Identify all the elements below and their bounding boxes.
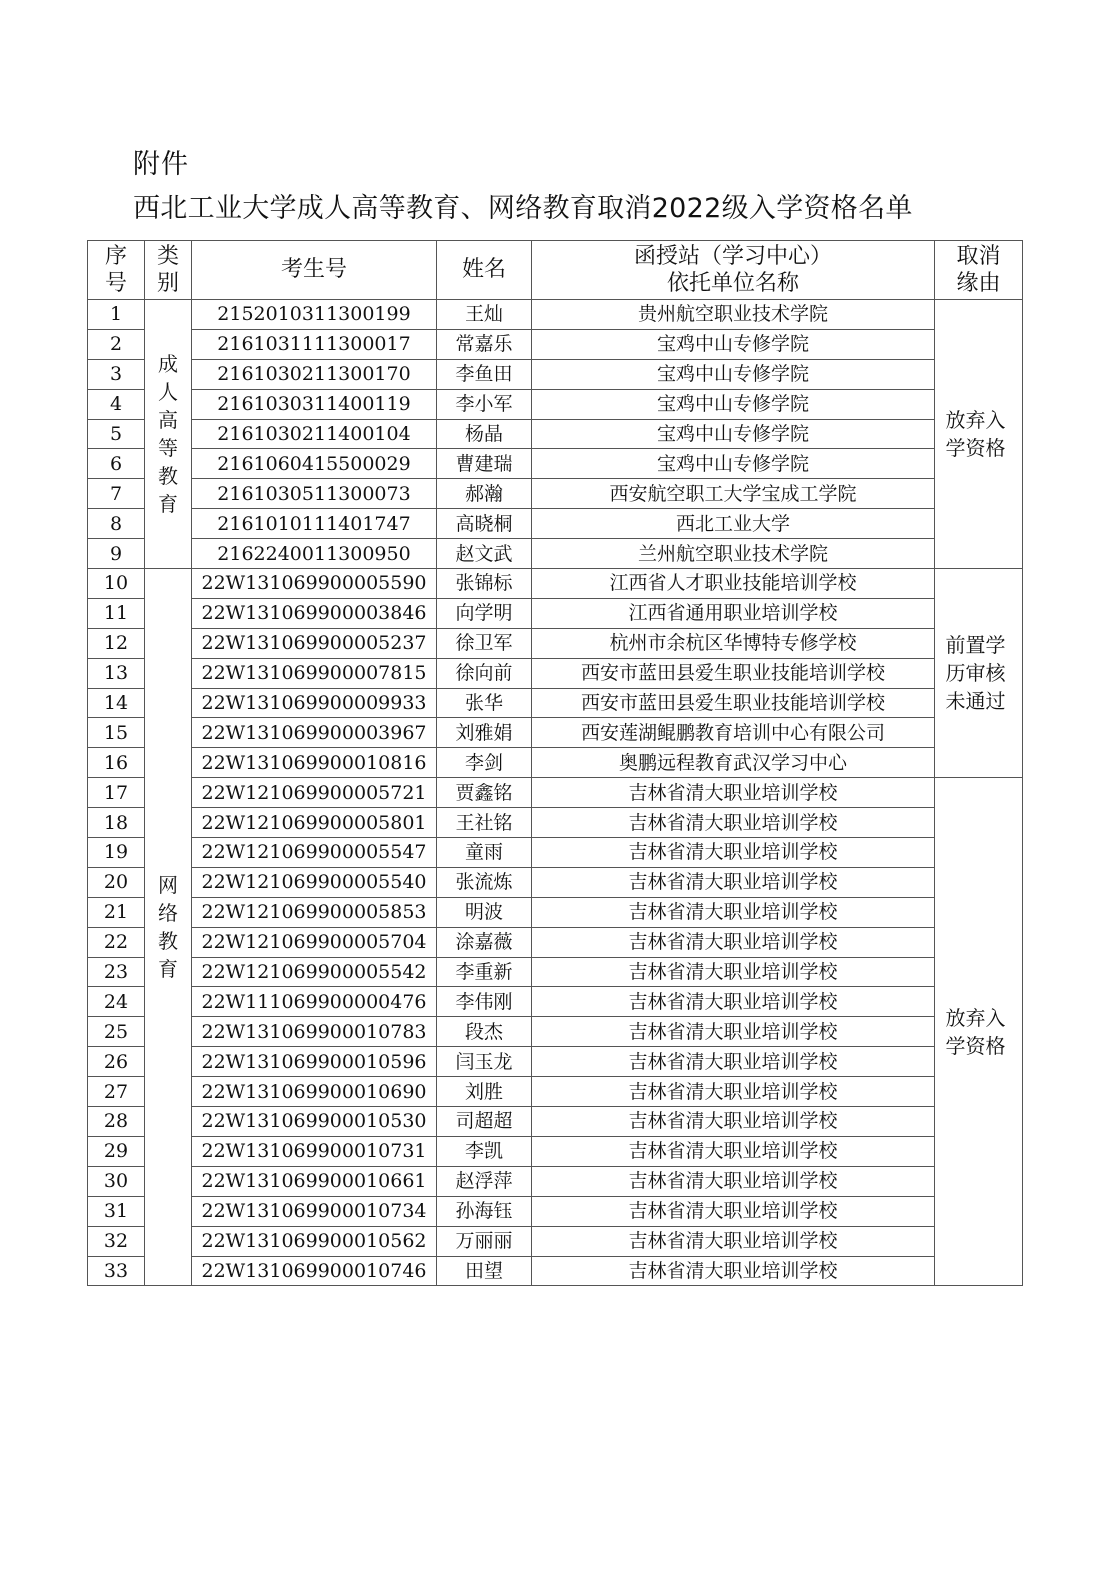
row-station: 吉林省清大职业培训学校: [532, 838, 935, 868]
row-exam-id: 2161060415500029: [192, 449, 437, 479]
row-name: 向学明: [437, 598, 532, 628]
table-row: [88, 838, 1023, 868]
cancellation-list-table: [87, 240, 1023, 1286]
row-seq: 7: [88, 479, 145, 509]
row-name: 贾鑫铭: [437, 778, 532, 808]
row-station: 吉林省清大职业培训学校: [532, 1166, 935, 1196]
row-seq: 19: [88, 838, 145, 868]
row-name: 张华: [437, 688, 532, 718]
row-seq: 3: [88, 359, 145, 389]
row-exam-id: 2162240011300950: [192, 539, 437, 569]
table-row: [88, 1047, 1023, 1077]
row-seq: 12: [88, 628, 145, 658]
table-row: [88, 1017, 1023, 1047]
row-station: 吉林省清大职业培训学校: [532, 778, 935, 808]
row-exam-id: 22W131069900009933: [192, 688, 437, 718]
row-name: 王灿: [437, 300, 532, 330]
row-name: 孙海钰: [437, 1196, 532, 1226]
row-exam-id: 22W131069900010816: [192, 748, 437, 778]
attachment-label: 附件: [133, 149, 189, 180]
category-label: 成人高等教育: [158, 352, 178, 516]
row-exam-id: 22W111069900000476: [192, 987, 437, 1017]
row-seq: 11: [88, 598, 145, 628]
row-station: 吉林省清大职业培训学校: [532, 987, 935, 1017]
table-row: [88, 1077, 1023, 1107]
table-row: [88, 927, 1023, 957]
row-seq: 6: [88, 449, 145, 479]
row-exam-id: 2152010311300199: [192, 300, 437, 330]
row-exam-id: 22W131069900005237: [192, 628, 437, 658]
reason-cell: [935, 778, 1023, 1286]
row-station: 宝鸡中山专修学院: [532, 449, 935, 479]
row-name: 徐卫军: [437, 628, 532, 658]
row-exam-id: 22W131069900010530: [192, 1107, 437, 1137]
row-name: 杨晶: [437, 419, 532, 449]
table-row: [88, 688, 1023, 718]
reason-label: 前置学历审核未通过: [945, 633, 1006, 714]
row-exam-id: 22W131069900007815: [192, 658, 437, 688]
table-row: [88, 359, 1023, 389]
row-exam-id: 22W131069900010731: [192, 1136, 437, 1166]
row-exam-id: 22W131069900005590: [192, 569, 437, 599]
row-name: 明波: [437, 897, 532, 927]
row-name: 万丽丽: [437, 1226, 532, 1256]
table-row: [88, 389, 1023, 419]
row-exam-id: 22W131069900010746: [192, 1256, 437, 1286]
table-row: [88, 569, 1023, 599]
row-name: 赵浮萍: [437, 1166, 532, 1196]
row-exam-id: 2161030311400119: [192, 389, 437, 419]
row-station: 西安市蓝田县爱生职业技能培训学校: [532, 688, 935, 718]
table-row: [88, 748, 1023, 778]
row-seq: 25: [88, 1017, 145, 1047]
table-row: [88, 539, 1023, 569]
table-header-row: [88, 241, 1023, 300]
row-name: 刘胜: [437, 1077, 532, 1107]
table-row: [88, 987, 1023, 1017]
row-name: 王社铭: [437, 808, 532, 838]
table-row: [88, 718, 1023, 748]
row-name: 李伟刚: [437, 987, 532, 1017]
category-label: 网络教育: [158, 873, 178, 982]
row-name: 李凯: [437, 1136, 532, 1166]
header-category: 类别: [145, 241, 192, 300]
row-exam-id: 22W131069900010596: [192, 1047, 437, 1077]
row-seq: 26: [88, 1047, 145, 1077]
row-station: 西安航空职工大学宝成工学院: [532, 479, 935, 509]
row-station: 宝鸡中山专修学院: [532, 389, 935, 419]
row-seq: 23: [88, 957, 145, 987]
row-name: 李剑: [437, 748, 532, 778]
row-exam-id: 22W131069900003846: [192, 598, 437, 628]
row-station: 吉林省清大职业培训学校: [532, 1017, 935, 1047]
table-body: [88, 300, 1023, 1286]
category-cell: [145, 300, 192, 569]
row-station: 宝鸡中山专修学院: [532, 329, 935, 359]
row-name: 高晓桐: [437, 509, 532, 539]
row-name: 涂嘉薇: [437, 927, 532, 957]
row-seq: 15: [88, 718, 145, 748]
row-station: 江西省人才职业技能培训学校: [532, 569, 935, 599]
table-row: [88, 1136, 1023, 1166]
header-exam-id: 考生号: [192, 241, 437, 300]
row-station: 兰州航空职业技术学院: [532, 539, 935, 569]
row-station: 吉林省清大职业培训学校: [532, 1136, 935, 1166]
row-station: 吉林省清大职业培训学校: [532, 867, 935, 897]
row-seq: 22: [88, 927, 145, 957]
row-seq: 28: [88, 1107, 145, 1137]
row-seq: 33: [88, 1256, 145, 1286]
row-station: 西安市蓝田县爱生职业技能培训学校: [532, 658, 935, 688]
row-seq: 14: [88, 688, 145, 718]
row-name: 郝瀚: [437, 479, 532, 509]
header-seq: 序号: [88, 241, 145, 300]
row-name: 田望: [437, 1256, 532, 1286]
table-row: [88, 628, 1023, 658]
row-name: 张锦标: [437, 569, 532, 599]
header-station-line2: 依托单位名称: [666, 271, 799, 296]
row-station: 吉林省清大职业培训学校: [532, 897, 935, 927]
row-exam-id: 2161010111401747: [192, 509, 437, 539]
row-exam-id: 22W131069900010562: [192, 1226, 437, 1256]
table-row: [88, 808, 1023, 838]
row-station: 吉林省清大职业培训学校: [532, 1226, 935, 1256]
row-exam-id: 2161030211300170: [192, 359, 437, 389]
row-seq: 16: [88, 748, 145, 778]
row-name: 张流炼: [437, 867, 532, 897]
row-station: 吉林省清大职业培训学校: [532, 808, 935, 838]
row-name: 李小军: [437, 389, 532, 419]
row-exam-id: 22W131069900010783: [192, 1017, 437, 1047]
table-row: [88, 329, 1023, 359]
row-seq: 4: [88, 389, 145, 419]
table-row: [88, 1196, 1023, 1226]
row-name: 段杰: [437, 1017, 532, 1047]
row-name: 曹建瑞: [437, 449, 532, 479]
row-exam-id: 22W121069900005853: [192, 897, 437, 927]
row-seq: 32: [88, 1226, 145, 1256]
row-exam-id: 22W121069900005547: [192, 838, 437, 868]
row-station: 江西省通用职业培训学校: [532, 598, 935, 628]
header-station: [532, 241, 935, 300]
row-name: 李重新: [437, 957, 532, 987]
row-seq: 21: [88, 897, 145, 927]
row-name: 赵文武: [437, 539, 532, 569]
document-title: 西北工业大学成人高等教育、网络教育取消2022级入学资格名单: [133, 193, 913, 224]
row-seq: 18: [88, 808, 145, 838]
table-row: [88, 1107, 1023, 1137]
row-name: 李鱼田: [437, 359, 532, 389]
row-name: 常嘉乐: [437, 329, 532, 359]
row-seq: 27: [88, 1077, 145, 1107]
reason-label: 放弃入学资格: [945, 408, 1006, 460]
table-row: [88, 867, 1023, 897]
table-row: [88, 957, 1023, 987]
row-station: 吉林省清大职业培训学校: [532, 1047, 935, 1077]
header-station-line1: 函授站（学习中心）: [633, 244, 832, 269]
row-station: 吉林省清大职业培训学校: [532, 1107, 935, 1137]
table-row: [88, 658, 1023, 688]
row-station: 吉林省清大职业培训学校: [532, 957, 935, 987]
row-seq: 20: [88, 867, 145, 897]
row-seq: 30: [88, 1166, 145, 1196]
row-seq: 24: [88, 987, 145, 1017]
row-station: 吉林省清大职业培训学校: [532, 1196, 935, 1226]
reason-cell: [935, 569, 1023, 778]
row-seq: 1: [88, 300, 145, 330]
header-reason: 取消缘由: [935, 241, 1023, 300]
table-row: [88, 1226, 1023, 1256]
row-station: 西北工业大学: [532, 509, 935, 539]
row-station: 西安莲湖鲲鹏教育培训中心有限公司: [532, 718, 935, 748]
table-row: [88, 419, 1023, 449]
row-name: 司超超: [437, 1107, 532, 1137]
row-seq: 10: [88, 569, 145, 599]
row-station: 杭州市余杭区华博特专修学校: [532, 628, 935, 658]
row-exam-id: 22W121069900005801: [192, 808, 437, 838]
row-station: 吉林省清大职业培训学校: [532, 1077, 935, 1107]
row-seq: 9: [88, 539, 145, 569]
table-row: [88, 897, 1023, 927]
reason-label: 放弃入学资格: [945, 1005, 1006, 1058]
row-seq: 5: [88, 419, 145, 449]
row-seq: 17: [88, 778, 145, 808]
row-station: 吉林省清大职业培训学校: [532, 1256, 935, 1286]
table-row: [88, 449, 1023, 479]
row-exam-id: 22W131069900010661: [192, 1166, 437, 1196]
row-exam-id: 2161030211400104: [192, 419, 437, 449]
table-row: [88, 1256, 1023, 1286]
row-exam-id: 22W121069900005540: [192, 867, 437, 897]
row-station: 奥鹏远程教育武汉学习中心: [532, 748, 935, 778]
row-exam-id: 2161031111300017: [192, 329, 437, 359]
row-seq: 8: [88, 509, 145, 539]
header-name: 姓名: [437, 241, 532, 300]
table-row: [88, 300, 1023, 330]
row-name: 徐向前: [437, 658, 532, 688]
row-seq: 13: [88, 658, 145, 688]
row-name: 刘雅娟: [437, 718, 532, 748]
row-exam-id: 22W131069900003967: [192, 718, 437, 748]
row-name: 闫玉龙: [437, 1047, 532, 1077]
row-seq: 29: [88, 1136, 145, 1166]
category-cell: [145, 569, 192, 1286]
table-row: [88, 778, 1023, 808]
table-row: [88, 479, 1023, 509]
table-row: [88, 598, 1023, 628]
row-seq: 31: [88, 1196, 145, 1226]
row-name: 童雨: [437, 838, 532, 868]
row-station: 吉林省清大职业培训学校: [532, 927, 935, 957]
table-row: [88, 1166, 1023, 1196]
row-exam-id: 22W131069900010690: [192, 1077, 437, 1107]
table-row: [88, 509, 1023, 539]
row-exam-id: 22W121069900005704: [192, 927, 437, 957]
row-station: 贵州航空职业技术学院: [532, 300, 935, 330]
row-exam-id: 2161030511300073: [192, 479, 437, 509]
row-station: 宝鸡中山专修学院: [532, 419, 935, 449]
row-seq: 2: [88, 329, 145, 359]
row-exam-id: 22W131069900010734: [192, 1196, 437, 1226]
row-exam-id: 22W121069900005721: [192, 778, 437, 808]
reason-cell: [935, 300, 1023, 569]
row-station: 宝鸡中山专修学院: [532, 359, 935, 389]
row-exam-id: 22W121069900005542: [192, 957, 437, 987]
